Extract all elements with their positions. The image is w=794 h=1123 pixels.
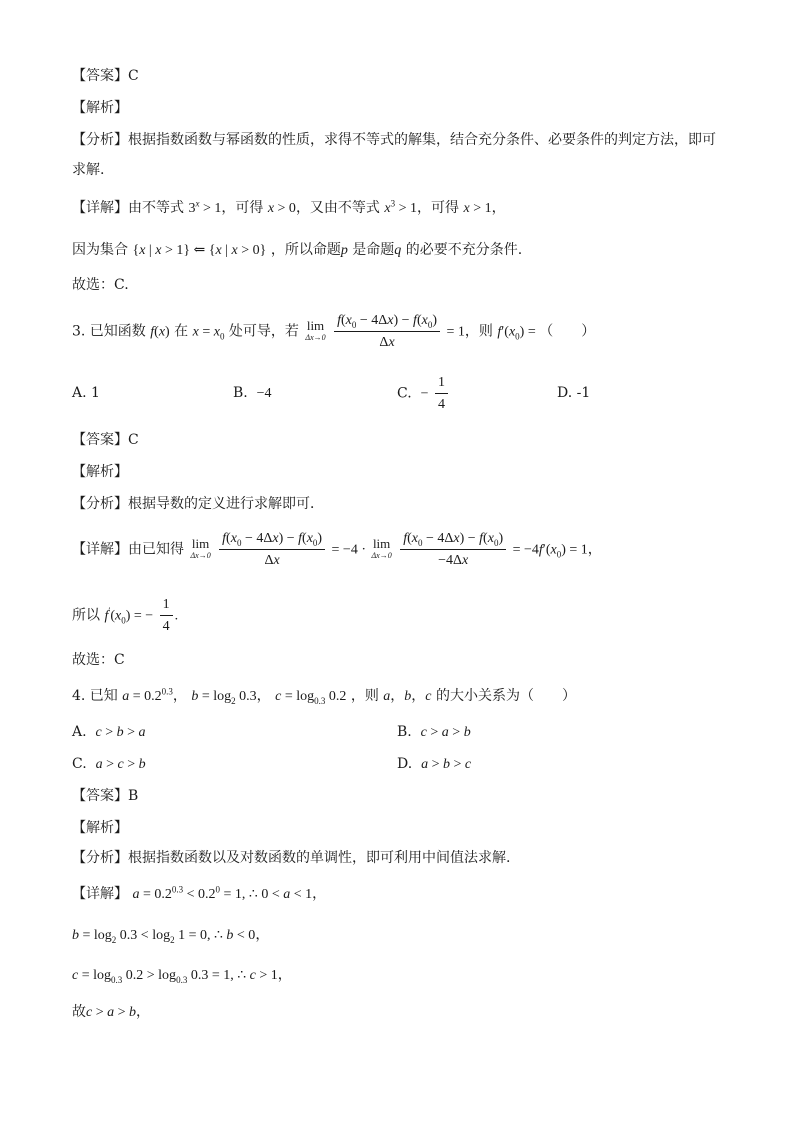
q4-final-line: 故c > a > b，	[72, 1004, 151, 1020]
q4-detail-line3: $c = \log_{0.3} 0.2 > \log_{0.3} 0.3 = 1$, ∴ c > 1，	[72, 967, 292, 985]
q2-because-line: 因为集合 {x | x > 1} ⇐ {x | x > 0} ，所以命题p 是命题q 的必要不充分条件.	[72, 242, 523, 258]
q2-fenxi-line1: 【分析】根据指数函数与幂函数的性质，求得不等式的解集，结合充分条件、必要条件的判定方法，即可	[72, 132, 716, 148]
q3-option-b: B. −4	[233, 385, 272, 401]
q3-answer: 【答案】C	[72, 432, 139, 448]
q4-analysis-heading: 【解析】	[72, 820, 128, 836]
q4-option-d: D. a > b > c	[397, 756, 472, 772]
q3-conclusion: 故选：C	[72, 652, 125, 668]
q3-option-c: C. − $\frac{1}{4}$	[397, 374, 450, 413]
q2-conclusion: 故选：C.	[72, 277, 129, 293]
q4-answer: 【答案】B	[72, 788, 139, 804]
q2-fenxi-line2: 求解.	[72, 162, 105, 178]
q3-fenxi: 【分析】根据导数的定义进行求解即可．	[72, 496, 324, 512]
q4-option-c: C. a > c > b	[72, 756, 146, 772]
q4-detail-line1: 【详解】 $a = 0.2^{0.3} < 0.2^0 = 1$, ∴ 0 < a < 1，	[72, 884, 327, 902]
q3-option-d: D. -1	[557, 385, 591, 401]
q3-detail-line: 【详解】由已知得 lim Δx→0 $\frac{f(x_0 - 4\Delta x) - f(x_0)}{\Delta x}$ = −4 · lim Δx→0 $\frac{f(x_0 - 4\Delta x) - f(x_0)}{-4\Delta x}$ = $-4f'(x_0) = 1$，	[72, 531, 602, 568]
q3-option-a: A. 1	[72, 385, 100, 401]
q3-stem: 3. 已知函数 f(x) 在 $x = x_0$ 处可导，若 lim Δx→0 $\frac{f(x_0 - 4\Delta x) - f(x_0)}{\Delta x}$ = 1，则 $f'(x_0)$ = （ ）	[72, 313, 596, 350]
q4-fenxi: 【分析】根据指数函数以及对数函数的单调性，即可利用中间值法求解.	[72, 850, 511, 866]
q4-option-b: B. c > a > b	[397, 724, 471, 740]
q2-answer: 【答案】C	[72, 68, 139, 84]
q3-analysis-heading: 【解析】	[72, 464, 128, 480]
q3-so-line: 所以 $f'(x_0)$ = − $\frac{1}{4}$ .	[72, 597, 179, 634]
q4-stem: 4. 已知 $a = 0.2^{0.3}$， $b = \log_2 0.3$， $c = \log_{0.3} 0.2$ ，则 a，b，c 的大小关系为（ ）	[72, 686, 576, 706]
q4-detail-line2: $b = \log_2 0.3 < \log_2 1 = 0$, ∴ b < 0，	[72, 927, 270, 945]
q2-analysis-heading: 【解析】	[72, 100, 128, 116]
q2-detail-line: 【详解】由不等式 $3^x > 1$，可得 x > 0，又由不等式 $x^3 > 1$，可得 x > 1，	[72, 198, 506, 216]
q4-option-a: A. c > b > a	[72, 724, 146, 740]
